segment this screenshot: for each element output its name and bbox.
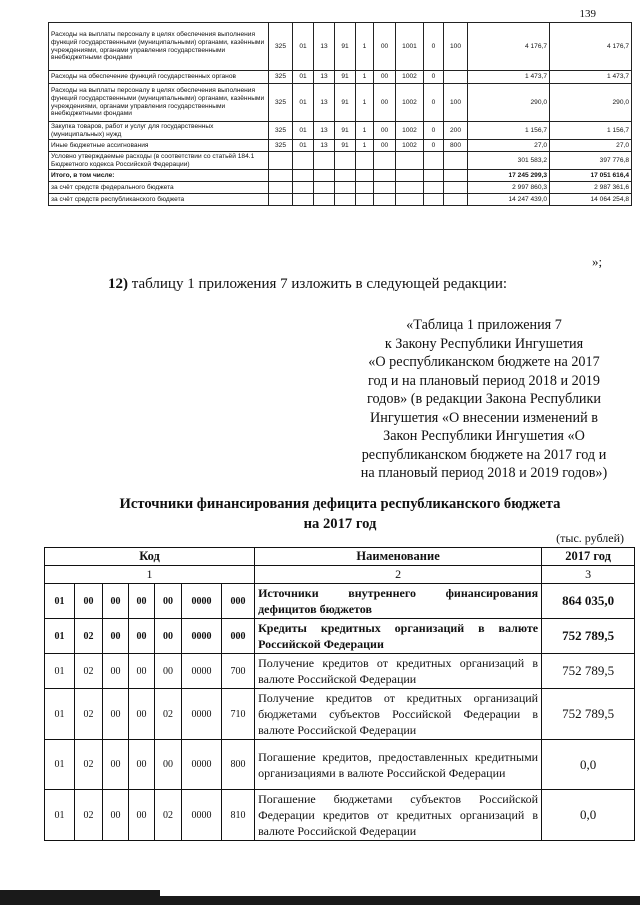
code-cell — [335, 170, 356, 182]
code-cell: 00 — [129, 584, 155, 619]
code-cell — [374, 194, 396, 206]
code-cell: 91 — [335, 140, 356, 152]
code-cell: 02 — [75, 740, 103, 790]
code-cell: 00 — [155, 619, 182, 654]
expense-name: Расходы на выплаты персоналу в целях обеспечения выполнения функций государственными (муниципальными) органами, казёнными учреждениями, органами управления государственными внебюджетными фондами — [49, 23, 269, 71]
expense-row — [49, 84, 632, 122]
annex-note-line: годов» (в редакции Закона Республики — [367, 391, 601, 407]
code-cell: 02 — [75, 689, 103, 740]
code-cell: 1002 — [396, 84, 424, 122]
code-cell — [396, 182, 424, 194]
amount-2018: 290,0 — [468, 84, 550, 122]
code-cell: 00 — [103, 654, 129, 689]
annex-note-line: Ингушетия «О внесении изменений в — [370, 409, 598, 426]
code-cell: 100 — [444, 84, 468, 122]
code-cell: 00 — [75, 584, 103, 619]
expenses-table — [48, 22, 632, 206]
expense-name: за счёт средств федерального бюджета — [49, 182, 269, 194]
amount-2018: 4 176,7 — [468, 23, 550, 71]
source-row — [45, 689, 635, 740]
code-cell: 00 — [103, 689, 129, 740]
code-cell: 00 — [103, 740, 129, 790]
code-cell — [269, 152, 293, 170]
code-cell — [424, 152, 444, 170]
expense-name: Условно утверждаемые расходы (в соответствии со статьёй 184.1 Бюджетного кодекса Российской Федерации) — [49, 152, 269, 170]
code-cell: 00 — [103, 619, 129, 654]
code-cell — [396, 170, 424, 182]
code-cell: 01 — [45, 740, 75, 790]
source-amount: 864 035,0 — [542, 584, 635, 619]
code-cell: 325 — [269, 140, 293, 152]
code-cell: 00 — [103, 584, 129, 619]
code-cell — [356, 152, 374, 170]
code-cell: 00 — [374, 140, 396, 152]
code-cell: 13 — [314, 23, 335, 71]
code-cell — [424, 182, 444, 194]
source-name: Погашение кредитов, предоставленных кредитными организациями в валюте Российской Федерации — [255, 740, 542, 790]
code-cell — [269, 182, 293, 194]
code-cell — [293, 152, 314, 170]
code-cell — [314, 194, 335, 206]
amount-2018: 14 247 439,0 — [468, 194, 550, 206]
source-amount: 752 789,5 — [542, 689, 635, 740]
code-cell — [444, 182, 468, 194]
expense-name: за счёт средств республиканского бюджета — [49, 194, 269, 206]
annex-note-line: на плановый период 2018 и 2019 годов») — [360, 465, 608, 481]
expense-row — [49, 194, 632, 206]
code-cell: 1002 — [396, 71, 424, 84]
code-cell: 00 — [103, 790, 129, 841]
code-cell: 0 — [424, 84, 444, 122]
code-cell: 91 — [335, 23, 356, 71]
code-cell: 00 — [129, 740, 155, 790]
amount-2019: 1 473,7 — [550, 71, 632, 84]
code-cell: 700 — [222, 654, 255, 689]
bottom-scan-edge — [0, 890, 640, 905]
amount-2018: 27,0 — [468, 140, 550, 152]
code-cell — [396, 194, 424, 206]
expense-name: Расходы на обеспечение функций государственных органов — [49, 71, 269, 84]
annex-note-line: Закон Республики Ингушетия «О — [383, 428, 585, 444]
code-cell: 00 — [374, 71, 396, 84]
code-cell: 325 — [269, 71, 293, 84]
header-row — [45, 548, 635, 566]
code-cell: 02 — [75, 619, 103, 654]
source-row — [45, 654, 635, 689]
quote-closer: »; — [592, 254, 603, 269]
amount-2019: 397 776,8 — [550, 152, 632, 170]
source-row — [45, 740, 635, 790]
expense-row — [49, 122, 632, 140]
code-cell: 02 — [75, 654, 103, 689]
code-cell: 02 — [155, 689, 182, 740]
code-cell: 0000 — [182, 654, 222, 689]
code-cell — [444, 170, 468, 182]
code-cell: 91 — [335, 84, 356, 122]
code-cell — [269, 170, 293, 182]
code-cell — [335, 152, 356, 170]
code-cell: 13 — [314, 140, 335, 152]
code-cell: 01 — [293, 23, 314, 71]
code-cell: 000 — [222, 619, 255, 654]
column-number-row — [45, 566, 635, 584]
code-cell: 1 — [356, 122, 374, 140]
code-cell: 01 — [45, 619, 75, 654]
code-cell: 0 — [424, 122, 444, 140]
code-cell: 100 — [444, 23, 468, 71]
source-amount: 752 789,5 — [542, 654, 635, 689]
code-cell: 0000 — [182, 740, 222, 790]
code-cell: 000 — [222, 584, 255, 619]
amount-2019: 14 064 254,8 — [550, 194, 632, 206]
code-cell — [396, 152, 424, 170]
annex-note-line: год и на плановый период 2018 и 2019 — [368, 372, 600, 389]
colnum-name: 2 — [255, 566, 542, 584]
amount-2018: 301 583,2 — [468, 152, 550, 170]
page-number: 139 — [579, 8, 596, 20]
expense-row — [49, 152, 632, 170]
code-cell: 800 — [444, 140, 468, 152]
code-cell: 00 — [129, 689, 155, 740]
amount-2019: 17 051 616,4 — [550, 170, 632, 182]
code-cell: 710 — [222, 689, 255, 740]
source-amount: 0,0 — [542, 790, 635, 841]
amount-2018: 17 245 299,3 — [468, 170, 550, 182]
units-label: (тыс. рублей) — [556, 531, 624, 545]
annex-note-line: к Закону Республики Ингушетия — [384, 335, 584, 352]
code-cell: 00 — [374, 122, 396, 140]
code-cell: 00 — [155, 740, 182, 790]
title-line: на 2017 год — [303, 516, 377, 532]
code-cell: 01 — [45, 790, 75, 841]
source-row — [45, 584, 635, 619]
colnum-year: 3 — [542, 566, 635, 584]
code-cell: 01 — [293, 122, 314, 140]
amount-2019: 27,0 — [550, 140, 632, 152]
code-cell — [293, 194, 314, 206]
amount-2018: 1 473,7 — [468, 71, 550, 84]
code-cell: 01 — [293, 84, 314, 122]
header-name: Наименование — [255, 548, 542, 566]
expense-row — [49, 140, 632, 152]
code-cell: 0 — [424, 71, 444, 84]
code-cell: 01 — [45, 689, 75, 740]
code-cell: 810 — [222, 790, 255, 841]
code-cell: 00 — [374, 84, 396, 122]
expense-name: Закупка товаров, работ и услуг для государственных (муниципальных) нужд — [49, 122, 269, 140]
code-cell — [335, 182, 356, 194]
annex-note-line: «Таблица 1 приложения 7 — [406, 317, 562, 333]
amendment-paragraph — [108, 276, 507, 293]
code-cell: 01 — [45, 584, 75, 619]
code-cell — [314, 170, 335, 182]
source-name: Кредиты кредитных организаций в валюте Российской Федерации — [255, 619, 542, 654]
amount-2018: 1 156,7 — [468, 122, 550, 140]
code-cell — [424, 194, 444, 206]
amount-2019: 1 156,7 — [550, 122, 632, 140]
code-cell — [356, 182, 374, 194]
code-cell: 325 — [269, 122, 293, 140]
code-cell: 00 — [374, 23, 396, 71]
code-cell: 325 — [269, 23, 293, 71]
code-cell: 01 — [293, 140, 314, 152]
code-cell: 0000 — [182, 790, 222, 841]
code-cell — [293, 170, 314, 182]
code-cell — [356, 194, 374, 206]
code-cell: 1 — [356, 71, 374, 84]
title-line: Источники финансирования дефицита республиканского бюджета — [119, 496, 561, 512]
code-cell — [444, 194, 468, 206]
code-cell — [444, 71, 468, 84]
code-cell: 200 — [444, 122, 468, 140]
amount-2018: 2 997 860,3 — [468, 182, 550, 194]
annex-note — [345, 316, 623, 483]
code-cell: 1002 — [396, 140, 424, 152]
amount-2019: 2 987 361,6 — [550, 182, 632, 194]
header-code: Код — [45, 548, 255, 566]
code-cell: 91 — [335, 71, 356, 84]
code-cell: 01 — [45, 654, 75, 689]
amount-2019: 4 176,7 — [550, 23, 632, 71]
expense-row — [49, 71, 632, 84]
source-amount: 752 789,5 — [542, 619, 635, 654]
code-cell: 00 — [129, 654, 155, 689]
code-cell — [374, 170, 396, 182]
code-cell: 0 — [424, 23, 444, 71]
code-cell — [424, 170, 444, 182]
paragraph-number: 12) — [108, 276, 128, 292]
code-cell: 1001 — [396, 23, 424, 71]
code-cell: 02 — [155, 790, 182, 841]
code-cell: 0 — [424, 140, 444, 152]
paragraph-text: таблицу 1 приложения 7 изложить в следующей редакции: — [128, 276, 508, 292]
source-row — [45, 619, 635, 654]
code-cell — [374, 152, 396, 170]
code-cell: 1002 — [396, 122, 424, 140]
code-cell — [374, 182, 396, 194]
code-cell: 800 — [222, 740, 255, 790]
code-cell — [314, 182, 335, 194]
code-cell — [314, 152, 335, 170]
scan-edge-block — [0, 890, 160, 897]
expense-row — [49, 182, 632, 194]
code-cell: 0000 — [182, 584, 222, 619]
code-cell: 1 — [356, 84, 374, 122]
code-cell: 1 — [356, 140, 374, 152]
expense-row — [49, 170, 632, 182]
code-cell: 00 — [155, 654, 182, 689]
code-cell: 13 — [314, 122, 335, 140]
expense-name: Итого, в том числе: — [49, 170, 269, 182]
code-cell: 00 — [129, 619, 155, 654]
code-cell: 13 — [314, 84, 335, 122]
code-cell: 0000 — [182, 619, 222, 654]
code-cell: 0000 — [182, 689, 222, 740]
amount-2019: 290,0 — [550, 84, 632, 122]
colnum-code: 1 — [45, 566, 255, 584]
expense-name: Иные бюджетные ассигнования — [49, 140, 269, 152]
code-cell: 13 — [314, 71, 335, 84]
scan-edge-bar — [0, 896, 640, 905]
code-cell: 02 — [75, 790, 103, 841]
annex-note-line: республиканском бюджете на 2017 год и — [361, 446, 607, 463]
source-amount: 0,0 — [542, 740, 635, 790]
code-cell: 325 — [269, 84, 293, 122]
expense-name: Расходы на выплаты персоналу в целях обеспечения выполнения функций государственными (муниципальными) органами, казёнными учреждениями, органами управления государственными внебюджетными фондами — [49, 84, 269, 122]
code-cell — [444, 152, 468, 170]
source-name: Получение кредитов от кредитных организаций в валюте Российской Федерации — [255, 654, 542, 689]
code-cell: 00 — [155, 584, 182, 619]
source-name: Источники внутреннего финансирования дефицитов бюджетов — [255, 584, 542, 619]
source-name: Получение кредитов от кредитных организаций бюджетами субъектов Российской Федерации в валюте Российской Федерации — [255, 689, 542, 740]
source-name: Погашение бюджетами субъектов Российской Федерации кредитов от кредитных организаций в валюте Российской Федерации — [255, 790, 542, 841]
expense-row — [49, 23, 632, 71]
code-cell — [335, 194, 356, 206]
deficit-sources-table — [44, 547, 635, 841]
code-cell: 01 — [293, 71, 314, 84]
source-row — [45, 790, 635, 841]
header-year: 2017 год — [542, 548, 635, 566]
code-cell — [356, 170, 374, 182]
code-cell: 91 — [335, 122, 356, 140]
code-cell: 00 — [129, 790, 155, 841]
code-cell — [269, 194, 293, 206]
annex-note-line: «О республиканском бюджете на 2017 — [368, 354, 600, 370]
code-cell — [293, 182, 314, 194]
code-cell: 1 — [356, 23, 374, 71]
table-title — [60, 494, 620, 534]
